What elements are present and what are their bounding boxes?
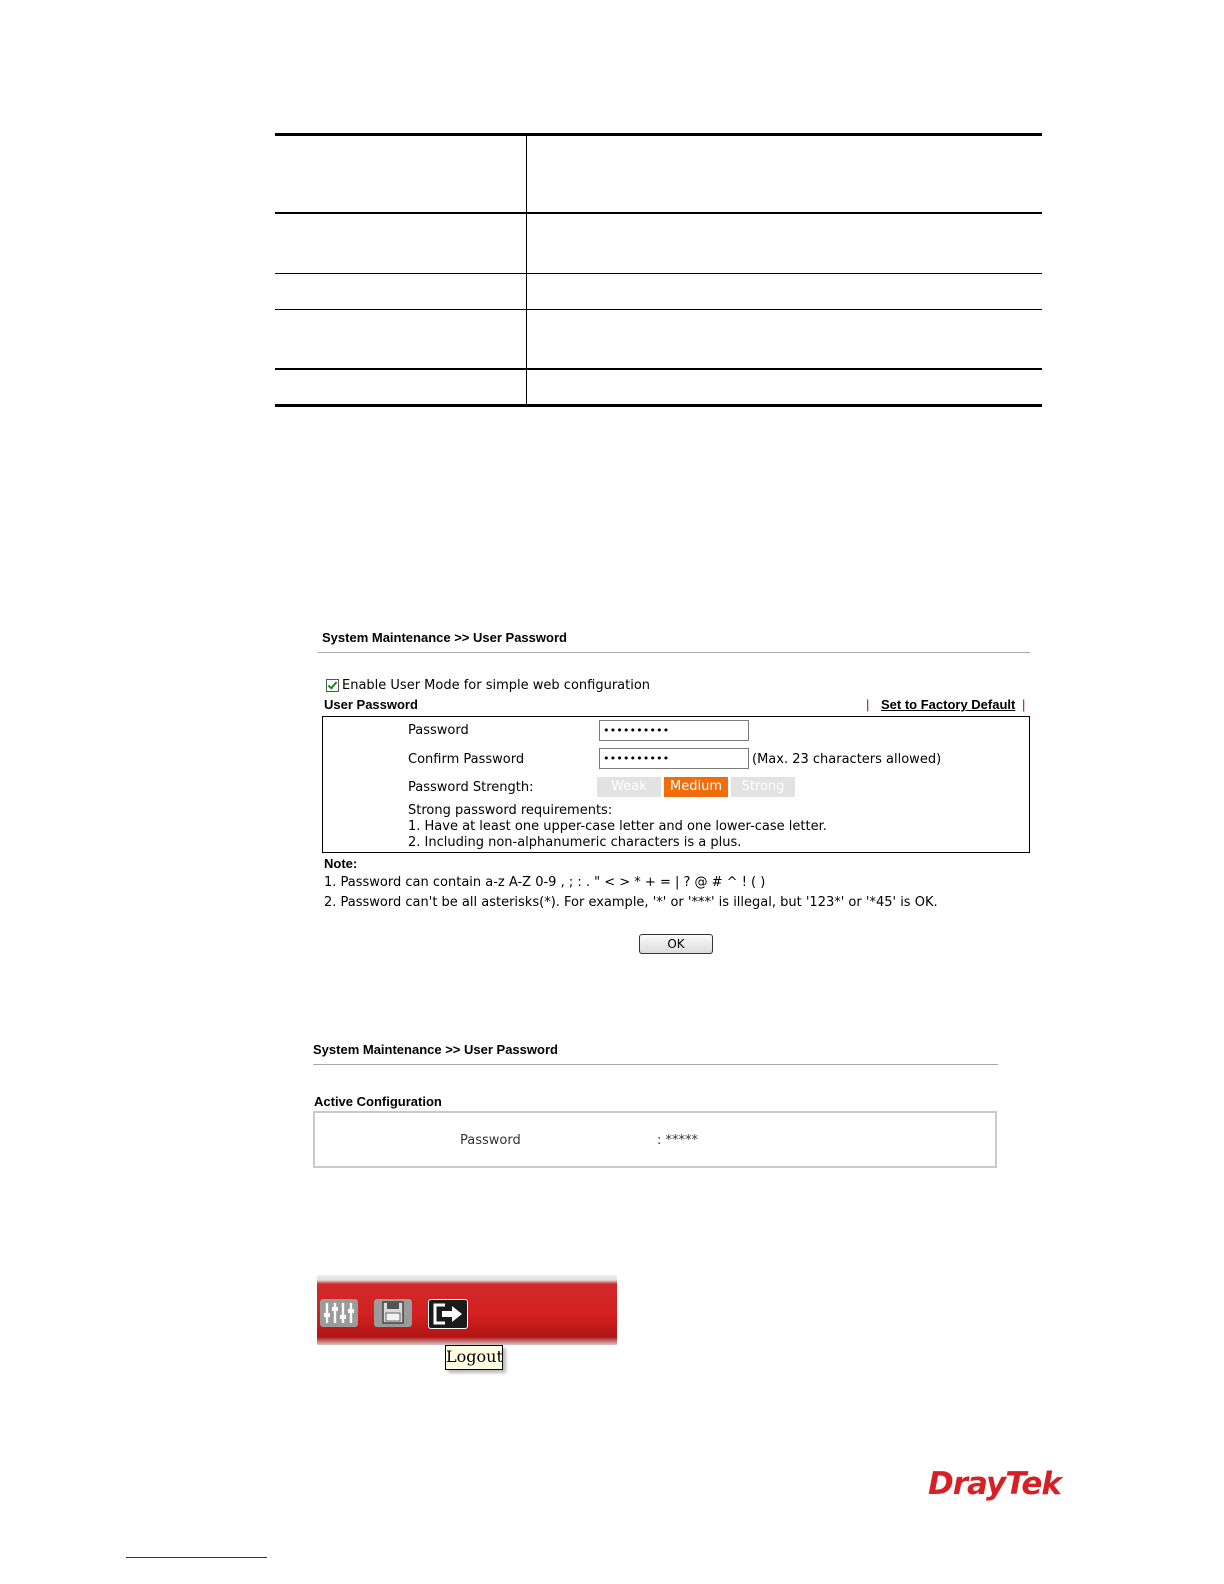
password-input[interactable]: •••••••••• [599,720,749,741]
strength-medium: Medium [664,777,728,797]
strength-strong: Strong [731,777,795,797]
max-characters-hint: (Max. 23 characters allowed) [752,752,942,767]
ok-button[interactable]: OK [639,934,713,954]
table-column-divider [526,135,527,406]
divider [318,652,1030,653]
active-config-box [313,1111,997,1168]
note-item: 1. Password can contain a-z A-Z 0-9 , ; : . " < > * + = | ? @ # ^ ! ( ) [324,875,766,890]
breadcrumb: System Maintenance >> User Password [313,1042,558,1057]
draytek-logo: DrayTek [928,1466,1061,1502]
section-title: Active Configuration [314,1094,442,1109]
logout-tooltip: Logout [445,1345,503,1370]
section-title: User Password [324,697,418,712]
requirement-item: 2. Including non-alphanumeric characters is a plus. [408,835,742,850]
table-row-rule [275,212,1042,214]
settings-sliders-icon[interactable] [320,1299,358,1327]
factory-default-link[interactable]: Set to Factory Default [881,697,1016,712]
note-item: 2. Password can't be all asterisks(*). For example, '*' or '***' is illegal, but '123*' or '*45' is OK. [324,895,938,910]
breadcrumb: System Maintenance >> User Password [322,630,567,645]
requirements-title: Strong password requirements: [408,803,613,818]
note-title: Note: [324,856,358,871]
confirm-password-input[interactable]: •••••••••• [599,748,749,769]
enable-user-mode-label: Enable User Mode for simple web configuration [342,678,651,693]
pipe-separator: | [866,697,870,712]
active-password-label: Password [460,1133,521,1148]
strength-weak: Weak [597,777,661,797]
pipe-separator: | [1022,697,1026,712]
table-row-rule [275,368,1042,370]
requirement-item: 1. Have at least one upper-case letter and one lower-case letter. [408,819,827,834]
divider [313,1064,998,1065]
active-password-value: : ***** [657,1133,699,1148]
table-row-rule [275,273,1042,274]
logout-icon[interactable] [428,1299,468,1329]
table-top-rule [275,133,1042,136]
table-row-rule [275,309,1042,310]
password-strength-label: Password Strength: [408,780,534,795]
enable-user-mode-checkbox[interactable] [326,679,339,692]
table-bottom-rule [275,404,1042,407]
save-icon[interactable] [374,1299,412,1327]
confirm-password-label: Confirm Password [408,752,525,767]
password-label: Password [408,723,469,738]
footer-rule [126,1557,267,1558]
